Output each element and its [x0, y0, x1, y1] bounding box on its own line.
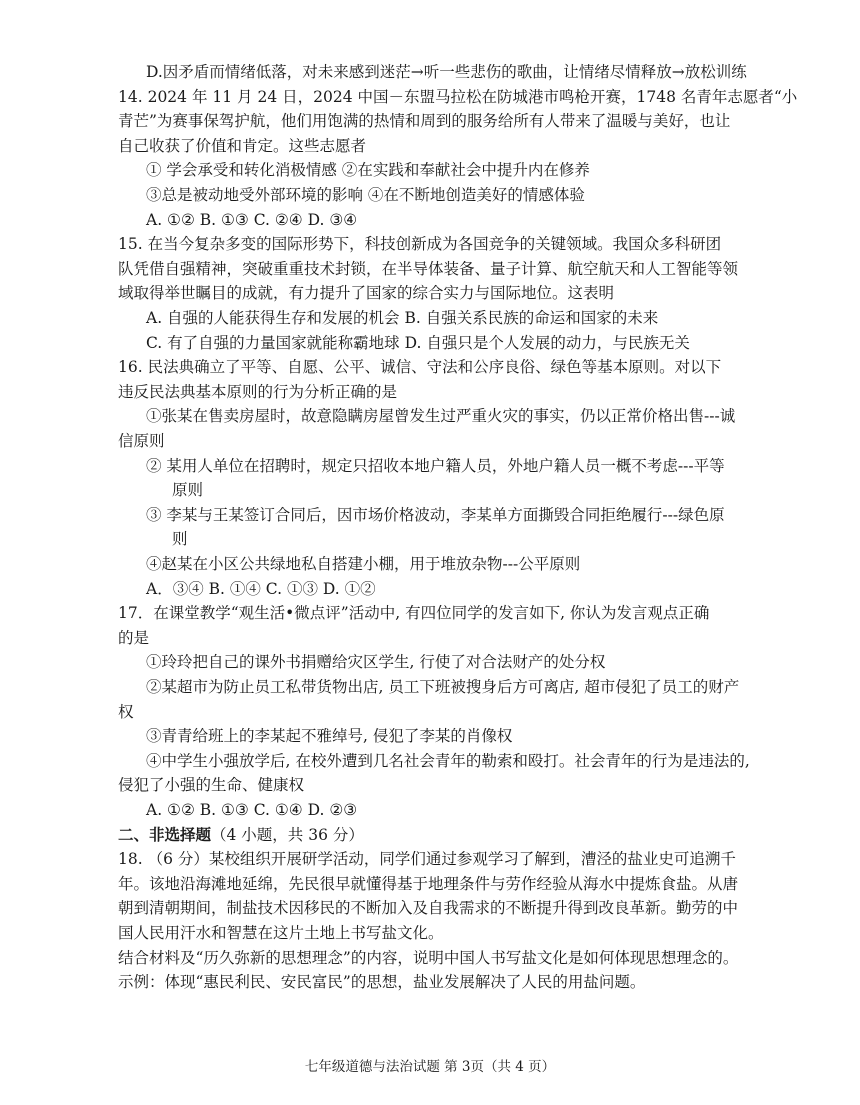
q15-stem-line-1: 15. 在当今复杂多变的国际形势下，科技创新成为各国竞争的关键领域。我国众多科研团	[118, 235, 722, 254]
section-2-note: （4 小题，共 36 分）	[211, 825, 364, 844]
q16-choices: A．③④ B. ①④ C. ①③ D. ①②	[146, 579, 376, 598]
q17-stem-line-1: 17．在课堂教学“观生活•微点评”活动中, 有四位同学的发言如下, 你认为发言观点正确	[118, 604, 710, 623]
q14-choices: A. ①② B. ①③ C. ②④ D. ③④	[146, 210, 358, 229]
q16-statement-1: ①张某在售卖房屋时，故意隐瞒房屋曾发生过严重火灾的事实，仍以正常价格出售---诚	[146, 407, 736, 426]
q17-statement-3: ③青青给班上的李某起不雅绰号, 侵犯了李某的肖像权	[146, 727, 513, 746]
q15-choices-ab: A. 自强的人能获得生存和发展的机会 B. 自强关系民族的命运和国家的未来	[146, 309, 659, 327]
q16-statement-3-cont: 则	[172, 530, 188, 549]
q14-statements-3-4: ③总是被动地受外部环境的影响 ④在不断地创造美好的情感体验	[146, 186, 585, 204]
q16-statement-4: ④赵某在小区公共绿地私自搭建小棚，用于堆放杂物---公平原则	[146, 555, 581, 573]
q18-example-line: 示例：体现“惠民利民、安民富民”的思想，盐业发展解决了人民的用盐问题。	[118, 973, 646, 992]
q18-material-line-3: 朝到清朝期间，制盐技术因移民的不断加入及自我需求的不断提升得到改良革新。勤劳的中	[118, 899, 739, 918]
section-2-title: 二、非选择题	[118, 824, 212, 844]
q18-material-line-4: 国人民用汗水和智慧在这片土地上书写盐文化。	[118, 924, 444, 942]
section-2-heading	[118, 823, 364, 847]
q14-stem-line-1: 14. 2024 年 11 月 24 日，2024 中国－东盟马拉松在防城港市鸣枪开赛，1748 名青年志愿者“小	[118, 87, 798, 106]
q16-statement-2: ② 某用人单位在招聘时，规定只招收本地户籍人员，外地户籍人员一概不考虑---平等	[146, 456, 725, 475]
q16-statement-1-cont: 信原则	[118, 432, 165, 450]
q17-statement-4: ④中学生小强放学后, 在校外遭到几名社会青年的勒索和殴打。社会青年的行为是违法的,	[146, 751, 750, 770]
q17-stem-line-2: 的是	[118, 628, 150, 647]
q16-stem-line-2: 违反民法典基本原则的行为分析正确的是	[118, 382, 398, 401]
q18-material-line-2: 年。该地沿海滩地延绵，先民很早就懂得基于地理条件与劳作经验从海水中提炼食盐。从唐	[118, 874, 739, 893]
q16-statement-2-cont: 原则	[172, 481, 204, 500]
q15-stem-line-3: 域取得举世瞩目的成就，有力提升了国家的综合实力与国际地位。这表明	[118, 284, 615, 303]
q16-stem-line-1: 16. 民法典确立了平等、自愿、公平、诚信、守法和公序良俗、绿色等基本原则。对以下	[118, 358, 722, 377]
q13-option-d: D.因矛盾而情绪低落，对未来感到迷茫→听一些悲伤的歌曲，让情绪尽情释放→放松训练	[146, 63, 747, 81]
q14-statements-1-2: ① 学会承受和转化消极情感 ②在实践和奉献社会中提升内在修养	[146, 161, 590, 180]
q17-choices: A. ①② B. ①③ C. ①④ D. ②③	[146, 801, 358, 819]
q16-statement-3: ③ 李某与王某签订合同后，因市场价格波动，李某单方面撕毁合同拒绝履行---绿色原	[146, 505, 725, 524]
q14-stem-line-2: 青芒”为赛事保驾护航，他们用饱满的热情和周到的服务给所有人带来了温暖与美好，也让	[118, 112, 731, 131]
q18-material-line-1: 18. （6 分）某校组织开展研学活动，同学们通过参观学习了解到，漕泾的盐业史可追溯千	[118, 850, 736, 869]
q17-statement-2-cont: 权	[118, 702, 134, 721]
q18-question-line: 结合材料及“历久弥新的思想理念”的内容，说明中国人书写盐文化是如何体现思想理念的。	[118, 948, 739, 967]
page-footer: 七年级道德与法治试题 第 3页（共 4 页）	[304, 1059, 556, 1075]
q15-choices-cd: C. 有了自强的力量国家就能称霸地球 D. 自强只是个人发展的动力，与民族无关	[146, 333, 690, 352]
q17-statement-1: ①玲玲把自己的课外书捐赠给灾区学生, 行使了对合法财产的处分权	[146, 653, 606, 672]
q17-statement-4-cont: 侵犯了小强的生命、健康权	[118, 776, 305, 795]
q14-stem-line-3: 自己收获了价值和肯定。这些志愿者	[118, 136, 367, 155]
q17-statement-2: ②某超市为防止员工私带货物出店, 员工下班被搜身后方可离店, 超市侵犯了员工的财产	[146, 678, 740, 696]
q15-stem-line-2: 队凭借自强精神，突破重重技术封锁，在半导体装备、量子计算、航空航天和人工智能等领	[118, 259, 739, 278]
